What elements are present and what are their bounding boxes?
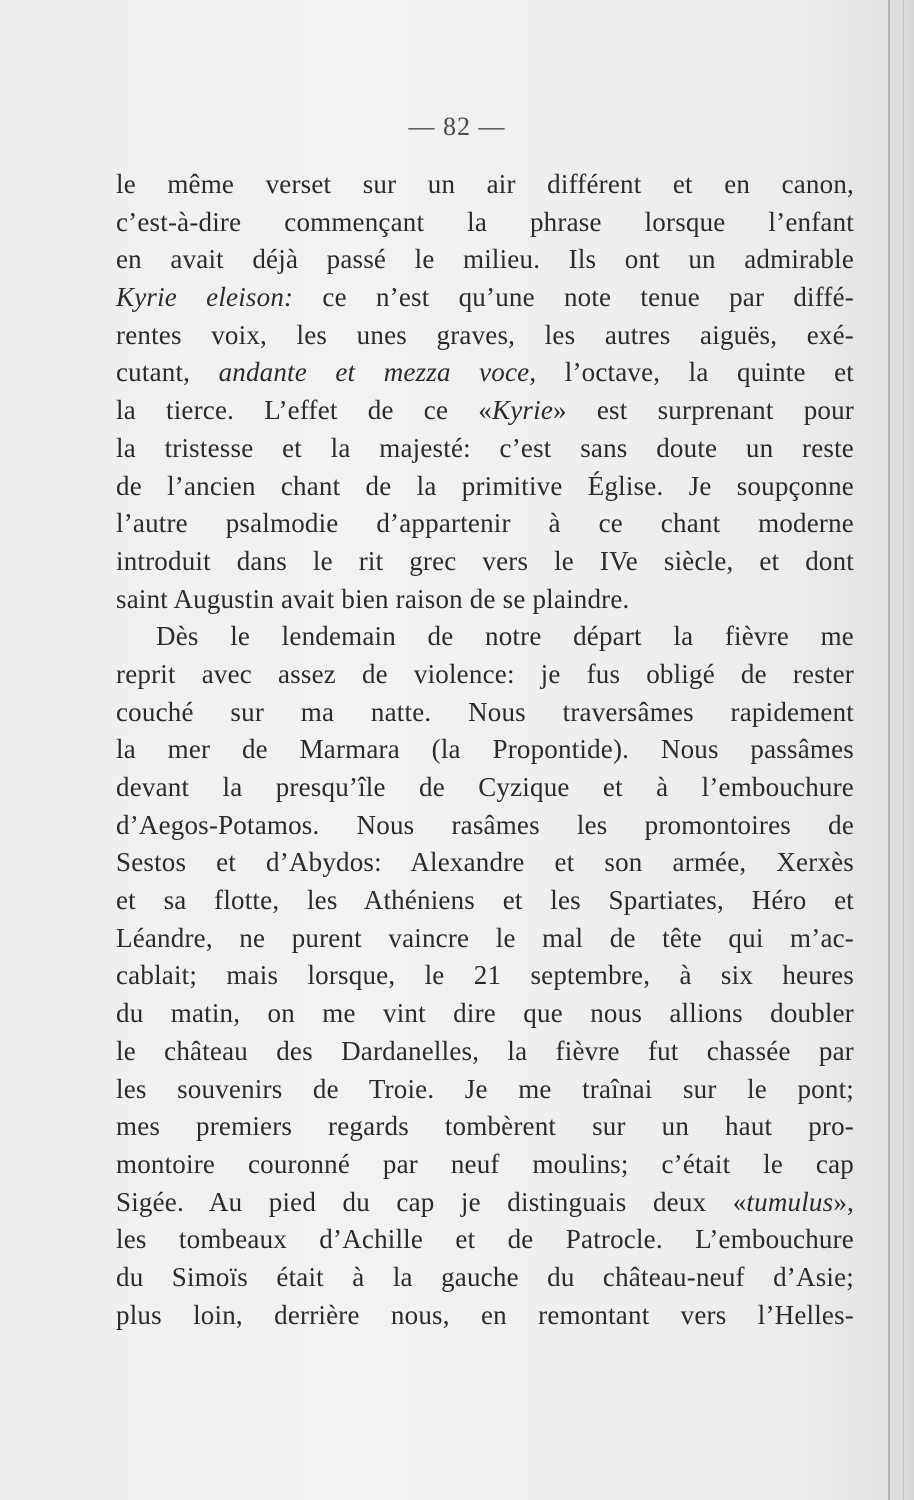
text-segment: les souvenirs de Troie. Je me traînai sur le pont;	[116, 1073, 854, 1104]
text-line	[116, 882, 854, 920]
page-edge-line	[903, 0, 904, 1500]
text-segment: l’octave, la quinte et	[536, 357, 854, 388]
text-segment: cablait; mais lorsque, le 21 septembre, à six heures	[116, 960, 854, 991]
text-segment: cutant,	[116, 357, 219, 388]
italic-text: tumulus	[746, 1186, 834, 1217]
text-line	[116, 618, 854, 656]
text-line	[116, 957, 854, 995]
text-segment: de l’ancien chant de la primitive Église. Je soupçonne	[116, 470, 854, 501]
body-text	[116, 166, 854, 1334]
text-line	[116, 1297, 854, 1335]
text-line	[116, 505, 854, 543]
text-line	[116, 731, 854, 769]
text-line	[116, 1146, 854, 1184]
text-segment: Sestos et d’Abydos: Alexandre et son armée, Xerxès	[116, 847, 854, 878]
text-line	[116, 581, 854, 619]
text-segment: en avait déjà passé le milieu. Ils ont un admirable	[116, 244, 854, 275]
text-line	[116, 1184, 854, 1222]
text-segment: devant la presqu’île de Cyzique et à l’embouchure	[116, 772, 854, 802]
text-line	[116, 1259, 854, 1297]
text-line	[116, 430, 854, 468]
text-segment: montoire couronné par neuf moulins; c’était le cap	[116, 1148, 854, 1179]
text-segment: le château des Dardanelles, la fièvre fut chassée par	[116, 1035, 854, 1066]
text-line	[116, 656, 854, 694]
text-line	[116, 166, 854, 204]
text-line	[116, 543, 854, 581]
text-segment: d’Aegos-Potamos. Nous rasâmes les promontoires de	[116, 809, 854, 840]
text-line	[116, 204, 854, 242]
text-segment: Léandre, ne purent vaincre le mal de tête qui m’ac-	[116, 922, 854, 953]
text-line	[116, 807, 854, 845]
text-line	[116, 1221, 854, 1259]
italic-text: Kyrie	[492, 395, 554, 426]
text-segment: saint Augustin avait bien raison de se plaindre.	[116, 583, 630, 614]
text-line	[116, 468, 854, 506]
text-segment: la tierce. L’effet de ce «	[116, 395, 493, 426]
text-segment: » est surprenant pour	[553, 395, 854, 426]
text-line	[116, 1033, 854, 1071]
text-line	[116, 844, 854, 882]
italic-text: andante et mezza voce,	[218, 357, 537, 388]
text-segment: la mer de Marmara (la Propontide). Nous passâmes	[116, 734, 854, 765]
page-number: — 82 —	[408, 112, 506, 141]
italic-text: Kyrie eleison:	[116, 282, 294, 313]
text-segment: c’est-à-dire commençant la phrase lorsque l’enfant	[116, 206, 854, 237]
text-line	[116, 1108, 854, 1146]
text-line	[116, 241, 854, 279]
text-line	[116, 317, 854, 355]
page-edge-shadow	[888, 0, 890, 1500]
text-line	[116, 920, 854, 958]
text-segment: le même verset sur un air différent et en canon,	[116, 169, 854, 199]
text-segment: Dès le lendemain de notre départ la fièvre me	[156, 621, 854, 652]
text-segment: Sigée. Au pied du cap je distinguais deux «	[116, 1186, 747, 1217]
text-segment: les tombeaux d’Achille et de Patrocle. L’embouchure	[116, 1224, 854, 1255]
text-segment: rentes voix, les unes graves, les autres aiguës, exé-	[116, 319, 854, 350]
text-line	[116, 392, 854, 430]
text-segment: introduit dans le rit grec vers le IVe siècle, et dont	[116, 545, 854, 576]
text-segment: du Simoïs était à la gauche du château-neuf d’Asie;	[116, 1261, 854, 1292]
text-segment: plus loin, derrière nous, en remontant vers l’Helles-	[116, 1299, 854, 1330]
text-line	[116, 1071, 854, 1109]
text-line	[116, 769, 854, 807]
text-segment: mes premiers regards tombèrent sur un haut pro-	[116, 1111, 854, 1142]
text-line	[116, 995, 854, 1033]
text-segment: ce n’est qu’une note tenue par diffé-	[293, 282, 854, 313]
text-segment: la tristesse et la majesté: c’est sans doute un reste	[116, 432, 854, 463]
text-line	[116, 354, 854, 392]
text-segment: l’autre psalmodie d’appartenir à ce chant moderne	[116, 508, 854, 539]
text-segment: couché sur ma natte. Nous traversâmes rapidement	[116, 696, 854, 727]
text-segment: du matin, on me vint dire que nous allions doubler	[116, 998, 854, 1029]
text-segment: »,	[833, 1186, 854, 1217]
text-line	[116, 694, 854, 732]
text-segment: reprit avec assez de violence: je fus obligé de rester	[116, 658, 854, 689]
text-segment: et sa flotte, les Athéniens et les Spartiates, Héro et	[116, 885, 854, 916]
text-line	[116, 279, 854, 317]
